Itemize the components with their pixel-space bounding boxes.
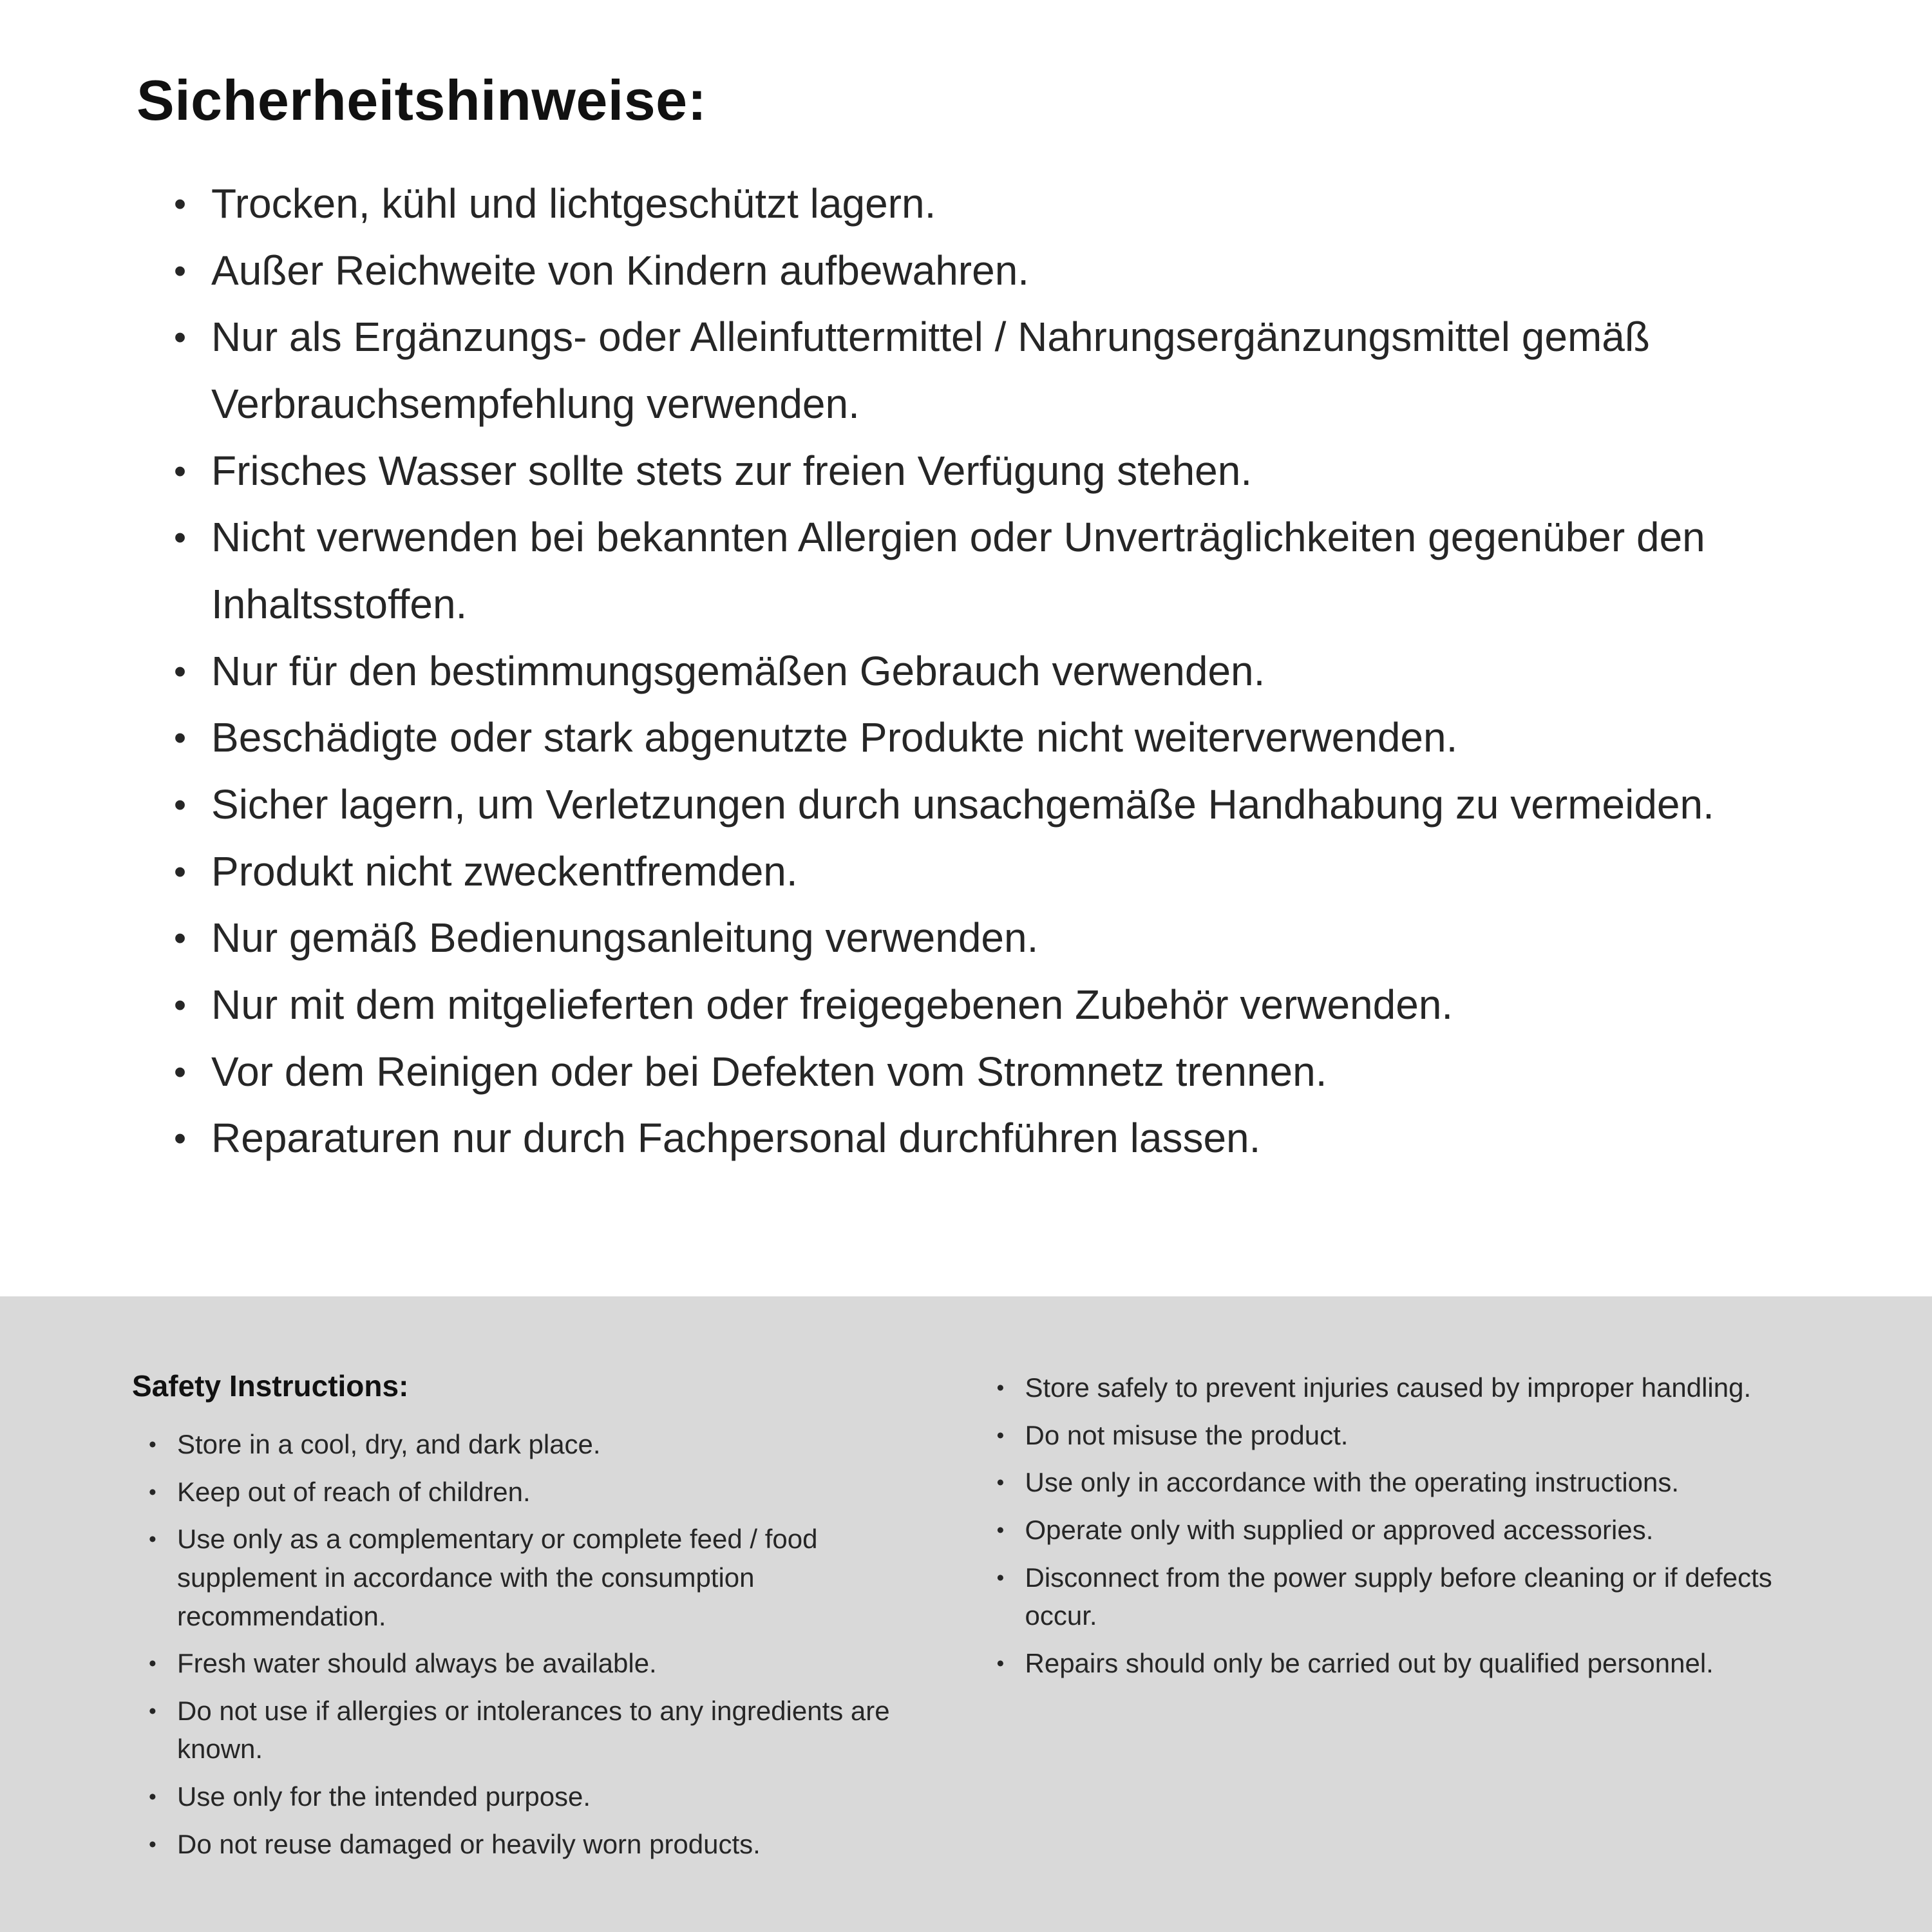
list-item: • Do not reuse damaged or heavily worn products. [149, 1825, 939, 1864]
list-item: • Use only as a complementary or complete feed / food supplement in accordance with the consumption recommendation. [149, 1520, 939, 1635]
english-right-column [997, 1368, 1804, 1932]
list-item: • Use only in accordance with the operating instructions. [997, 1463, 1804, 1502]
list-item: • Reparaturen nur durch Fachpersonal durchführen lassen. [174, 1105, 1816, 1172]
list-item: • Do not use if allergies or intolerances to any ingredients are known. [149, 1692, 939, 1768]
list-item: • Nur mit dem mitgelieferten oder freigegebenen Zubehör verwenden. [174, 972, 1816, 1039]
list-item: • Sicher lagern, um Verletzungen durch unsachgemäße Handhabung zu vermeiden. [174, 772, 1816, 838]
english-section-title: Safety Instructions: [132, 1369, 409, 1403]
german-section-title: Sicherheitshinweise: [137, 68, 707, 132]
list-item: • Store in a cool, dry, and dark place. [149, 1425, 939, 1464]
list-item: • Frisches Wasser sollte stets zur freien Verfügung stehen. [174, 438, 1816, 505]
list-item: • Nicht verwenden bei bekannten Allergien oder Unverträglichkeiten gegenüber den Inhaltsstoffen. [174, 504, 1816, 638]
list-item: • Operate only with supplied or approved accessories. [997, 1511, 1804, 1549]
list-item: • Nur gemäß Bedienungsanleitung verwenden. [174, 905, 1816, 972]
list-item: • Repairs should only be carried out by qualified personnel. [997, 1644, 1804, 1683]
list-item: • Trocken, kühl und lichtgeschützt lagern. [174, 171, 1816, 238]
list-item: • Disconnect from the power supply before cleaning or if defects occur. [997, 1558, 1804, 1635]
list-item: • Keep out of reach of children. [149, 1473, 939, 1511]
list-item: • Vor dem Reinigen oder bei Defekten vom Stromnetz trennen. [174, 1039, 1816, 1106]
list-item: • Beschädigte oder stark abgenutzte Produkte nicht weiterverwenden. [174, 705, 1816, 772]
english-left-column [132, 1368, 939, 1932]
list-item: • Produkt nicht zweckentfremden. [174, 838, 1816, 905]
list-item: • Nur für den bestimmungsgemäßen Gebrauch verwenden. [174, 638, 1816, 705]
list-item: • Use only for the intended purpose. [149, 1777, 939, 1816]
english-safety-list-left [132, 1425, 939, 1863]
english-safety-list-right [997, 1368, 1804, 1682]
list-item: • Fresh water should always be available. [149, 1644, 939, 1683]
list-item: • Do not misuse the product. [997, 1416, 1804, 1455]
list-item: • Nur als Ergänzungs- oder Alleinfuttermittel / Nahrungsergänzungsmittel gemäß Verbrauchsempfehlung verwenden. [174, 304, 1816, 437]
list-item: • Store safely to prevent injuries caused by improper handling. [997, 1368, 1804, 1407]
english-safety-section [0, 1296, 1932, 1932]
german-safety-list [137, 171, 1816, 1172]
list-item: • Außer Reichweite von Kindern aufbewahren. [174, 238, 1816, 305]
